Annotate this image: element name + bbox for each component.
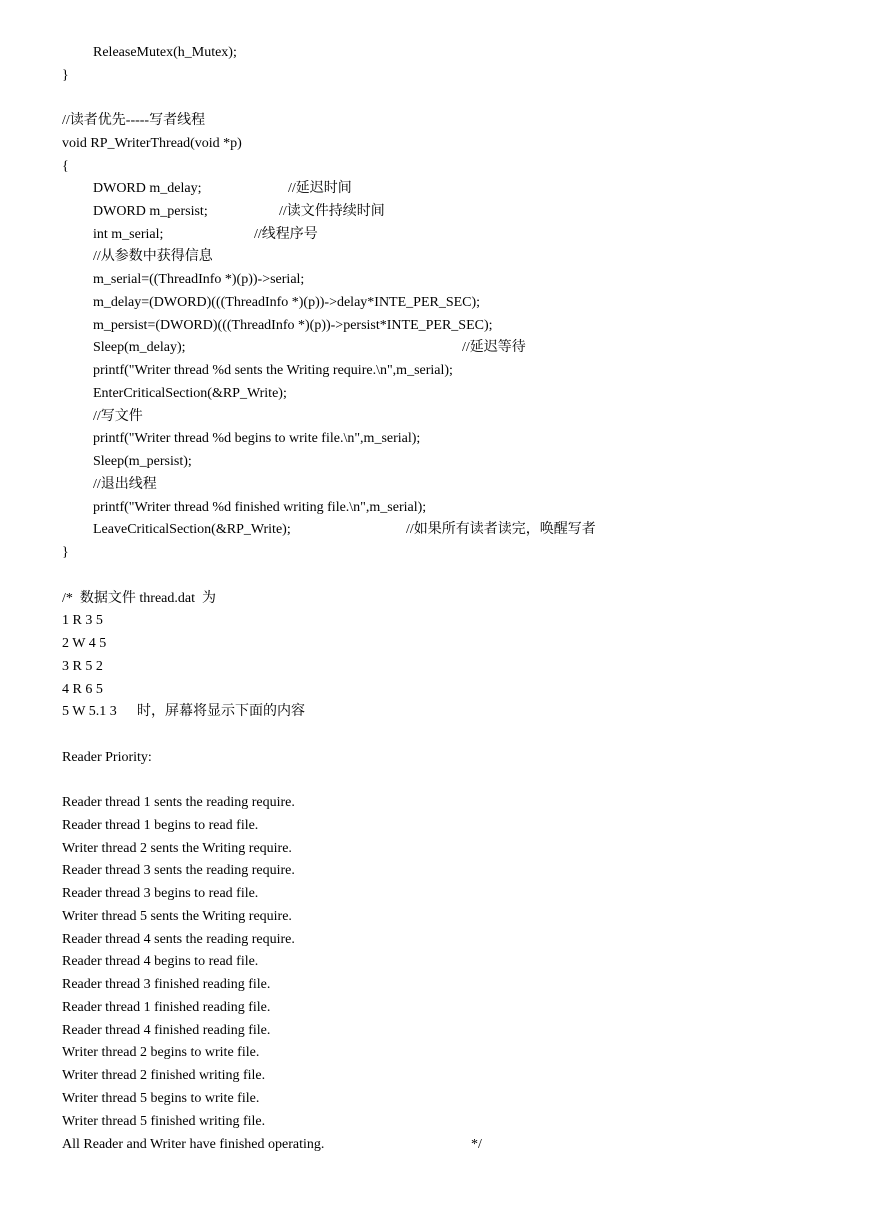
code-assign-delay: m_delay=(DWORD)(((ThreadInfo *)(p))->delay*INTE_PER_SEC); bbox=[93, 295, 481, 310]
output-line: Reader thread 4 finished reading file. bbox=[62, 1022, 271, 1038]
code-comment-serial: //线程序号 bbox=[254, 227, 318, 242]
code-leave-critical: LeaveCriticalSection(&RP_Write); bbox=[93, 522, 291, 537]
output-final-line: All Reader and Writer have finished operating. bbox=[62, 1137, 325, 1152]
code-comment-params: //从参数中获得信息 bbox=[93, 249, 213, 264]
output-line: Writer thread 5 sents the Writing require. bbox=[62, 908, 292, 924]
code-comment-sleep: //延迟等待 bbox=[462, 340, 526, 355]
code-close-brace: } bbox=[62, 68, 69, 83]
code-close-brace-final: } bbox=[62, 545, 69, 560]
output-title: Reader Priority: bbox=[62, 750, 152, 765]
code-comment-delay: //延迟时间 bbox=[288, 181, 352, 196]
output-line: Reader thread 4 sents the reading require. bbox=[62, 931, 295, 947]
code-comment-leave: //如果所有读者读完，唤醒写者 bbox=[406, 522, 596, 537]
output-line: Writer thread 2 begins to write file. bbox=[62, 1045, 260, 1061]
code-printf-begins: printf("Writer thread %d begins to write file.\n",m_serial); bbox=[93, 431, 421, 446]
code-comment-write-file: //写文件 bbox=[93, 409, 143, 424]
output-line: Writer thread 5 finished writing file. bbox=[62, 1113, 266, 1129]
code-printf-finished: printf("Writer thread %d finished writing file.\n",m_serial); bbox=[93, 500, 427, 515]
code-assign-persist: m_persist=(DWORD)(((ThreadInfo *)(p))->persist*INTE_PER_SEC); bbox=[93, 318, 493, 333]
data-file-note: 时，屏幕将显示下面的内容 bbox=[137, 704, 305, 719]
output-line: Reader thread 3 finished reading file. bbox=[62, 977, 271, 992]
code-line-release-mutex: ReleaseMutex(h_Mutex); bbox=[93, 45, 237, 60]
code-open-brace: { bbox=[62, 159, 69, 174]
data-file-row: 2 W 4 5 bbox=[62, 636, 107, 651]
code-decl-persist: DWORD m_persist; bbox=[93, 204, 208, 219]
output-line: Reader thread 1 sents the reading require. bbox=[62, 795, 295, 810]
code-sleep-persist: Sleep(m_persist); bbox=[93, 454, 192, 469]
output-line: Writer thread 2 sents the Writing require. bbox=[62, 840, 292, 856]
code-assign-serial: m_serial=((ThreadInfo *)(p))->serial; bbox=[93, 272, 305, 287]
code-enter-critical: EnterCriticalSection(&RP_Write); bbox=[93, 386, 287, 401]
code-printf-require: printf("Writer thread %d sents the Writing require.\n",m_serial); bbox=[93, 363, 453, 378]
output-line: Reader thread 1 begins to read file. bbox=[62, 817, 259, 833]
output-line: Reader thread 4 begins to read file. bbox=[62, 954, 259, 970]
code-comment-exit-thread: //退出线程 bbox=[93, 477, 157, 492]
code-decl-serial: int m_serial; bbox=[93, 227, 164, 242]
data-file-row: 1 R 3 5 bbox=[62, 613, 103, 628]
data-file-row: 3 R 5 2 bbox=[62, 659, 103, 674]
code-comment-persist: //读文件持续时间 bbox=[279, 204, 385, 219]
data-file-row: 4 R 6 5 bbox=[62, 682, 103, 697]
code-comment-writer-thread: //读者优先-----写者线程 bbox=[62, 113, 206, 128]
output-line: Reader thread 3 begins to read file. bbox=[62, 886, 259, 901]
data-file-header: /* 数据文件 thread.dat 为 bbox=[62, 591, 216, 606]
data-file-row-last: 5 W 5.1 3 bbox=[62, 704, 117, 719]
output-line: Writer thread 2 finished writing file. bbox=[62, 1068, 266, 1083]
output-line: Reader thread 3 sents the reading require. bbox=[62, 863, 295, 879]
output-line: Reader thread 1 finished reading file. bbox=[62, 999, 271, 1015]
code-decl-delay: DWORD m_delay; bbox=[93, 181, 202, 196]
comment-close: */ bbox=[471, 1137, 482, 1152]
code-sleep-delay: Sleep(m_delay); bbox=[93, 340, 186, 355]
code-function-signature: void RP_WriterThread(void *p) bbox=[62, 136, 242, 151]
output-line: Writer thread 5 begins to write file. bbox=[62, 1090, 260, 1106]
